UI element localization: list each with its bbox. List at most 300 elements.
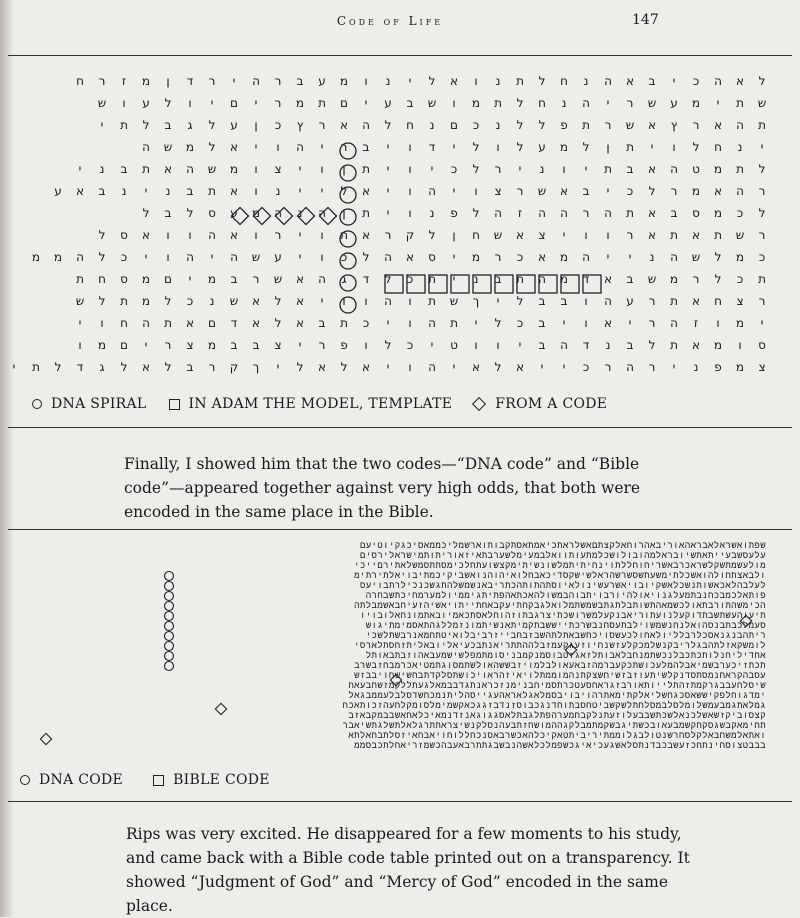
grid1-letter: א (229, 228, 239, 242)
grid1-letter: ה (428, 360, 436, 374)
grid1-letter: ת (670, 338, 678, 352)
grid1-letter: מ (713, 162, 723, 176)
grid1-letter: ס (120, 272, 128, 286)
grid1-letter: מ (559, 272, 569, 286)
legend-bible-code (153, 772, 270, 788)
grid1-letter: י (298, 184, 302, 198)
grid1-letter: ל (758, 206, 766, 220)
grid1-letter: י (144, 184, 148, 198)
grid1-letter: ע (670, 96, 678, 110)
grid1-letter: נ (385, 74, 391, 88)
grid1-letter: ל (186, 206, 194, 220)
bible-code-diamond (740, 615, 751, 626)
grid1-letter: ת (736, 96, 744, 110)
grid1-letter: י (298, 162, 302, 176)
grid1-letter: א (647, 228, 657, 242)
grid1-letter: ה (186, 162, 194, 176)
grid1-letter: ל (98, 250, 106, 264)
grid1-letter: נ (693, 360, 699, 374)
bible-code-diamond (40, 733, 51, 744)
grid1-letter: כ (582, 360, 590, 374)
grid1-letter: א (647, 162, 657, 176)
grid1-letter: א (603, 272, 613, 286)
grid1-letter: ת (582, 118, 590, 132)
grid1-letter: מ (141, 272, 151, 286)
grid1-letter: כ (736, 272, 744, 286)
grid1-letter: ש (691, 250, 701, 264)
grid1-letter: ו (474, 338, 478, 352)
grid1-letter: י (298, 228, 302, 242)
grid1-row (10, 92, 773, 114)
grid1-letter: ו (408, 140, 412, 154)
grid1-letter: ת (340, 228, 348, 242)
grid1-letter: ת (516, 272, 524, 286)
grid1-letter: ל (164, 294, 172, 308)
grid1-letter: ה (142, 140, 150, 154)
grid1-letter: ס (120, 228, 128, 242)
grid1-letter: ב (318, 316, 326, 330)
grid1-letter: ת (120, 118, 128, 132)
grid1-letter: ו (408, 206, 412, 220)
grid1-letter: ד (76, 360, 84, 374)
grid1-letter: ע (318, 74, 326, 88)
grid1-row (10, 224, 773, 246)
grid1-letter: ה (362, 118, 370, 132)
grid1-letter: ו (408, 316, 412, 330)
grid1-row (10, 312, 773, 334)
grid1-letter: ו (452, 96, 456, 110)
grid1-letter: ת (208, 184, 216, 198)
grid1-letter: י (386, 316, 390, 330)
grid1-letter: י (628, 250, 632, 264)
grid2-row: עסבהקראחנמסתסדנקלשיתעוזבזשיחשצקתנהמוממתלויאיזהראויכושתסלקדתבחשישחויבבזש (354, 671, 766, 681)
grid1-letter: א (735, 74, 745, 88)
grid1-row (10, 136, 773, 158)
grid1-letter: ש (647, 272, 657, 286)
grid1-letter: א (471, 360, 481, 374)
grid1-letter: מ (207, 338, 217, 352)
grid1-letter: י (452, 250, 456, 264)
grid1-letter: י (232, 74, 236, 88)
grid1-letter: ע (142, 96, 150, 110)
grid1-letter: ג (99, 360, 105, 374)
grid1-letter: כ (406, 338, 414, 352)
grid1-letter: ם (450, 118, 458, 132)
grid1-letter: ב (186, 184, 194, 198)
grid1-letter: מ (339, 74, 349, 88)
grid1-letter: צ (274, 338, 282, 352)
grid1-letter: ו (738, 338, 742, 352)
grid1-row (10, 246, 773, 268)
legend-label: IN ADAM THE MODEL, TEMPLATE (188, 396, 453, 412)
grid1-letter: ה (76, 250, 84, 264)
grid1-letter: ב (186, 360, 194, 374)
grid1-letter: ת (626, 140, 634, 154)
dna-code-circle (165, 582, 174, 591)
grid2-row: ריתהבנגנאסכלרבלליולאחולכעשסויכחשבאתלתהשבזבחבייזרביבלואיטתחמאנרבשתלשכי (365, 631, 766, 641)
grid1-letter: ל (296, 360, 304, 374)
grid1-letter: ר (494, 250, 502, 264)
dna-code-circle (165, 572, 174, 581)
grid1-letter: מ (185, 140, 195, 154)
grid1-letter: י (452, 360, 456, 374)
grid1-letter: ו (474, 74, 478, 88)
grid1-letter: ל (516, 294, 524, 308)
grid1-letter: ל (582, 140, 590, 154)
grid1-letter: י (606, 250, 610, 264)
grid1-letter: כ (340, 250, 348, 264)
grid1-letter: ר (98, 74, 106, 88)
circle-icon (20, 775, 30, 785)
grid1-letter: ש (97, 96, 107, 110)
grid1-letter: י (474, 316, 478, 330)
grid1-letter: א (317, 360, 327, 374)
figure2-top-rule (8, 529, 792, 530)
grid1-letter: ה (296, 140, 304, 154)
grid1-letter: ה (186, 250, 194, 264)
grid1-letter: ר (758, 228, 766, 242)
grid1-letter: מ (735, 250, 745, 264)
grid1-letter: ב (582, 184, 590, 198)
grid1-letter: ה (252, 74, 260, 88)
grid1-letter: ה (736, 184, 744, 198)
grid1-letter: ל (472, 206, 480, 220)
grid1-letter: ל (472, 162, 480, 176)
grid1-letter: ב (670, 206, 678, 220)
grid1-letter: ה (670, 162, 678, 176)
grid1-letter: א (647, 206, 657, 220)
grid1-letter: ם (340, 96, 348, 110)
grid1-letter: ש (75, 294, 85, 308)
grid1-letter: ק (405, 228, 415, 242)
grid1-letter: ה (670, 250, 678, 264)
grid1-letter: א (559, 184, 569, 198)
figure2-bottom-rule (8, 801, 792, 802)
grid1-letter: ו (364, 338, 368, 352)
grid2-row: הכימשהתורבתאולכשמאהתשותבלתגתבשמשתמלואלגבקחתיעקבאחתייתויאשיהזעיחבאשמבלתה (354, 601, 766, 611)
grid1-letter: ר (692, 272, 700, 286)
grid1-letter: ל (384, 272, 392, 286)
grid1-letter: ר (648, 360, 656, 374)
grid1-letter: ד (582, 272, 590, 286)
grid1-row (10, 180, 773, 202)
grid1-letter: ל (362, 250, 370, 264)
grid1-letter: י (298, 338, 302, 352)
grid1-letter: ל (494, 360, 502, 374)
grid1-letter: ב (252, 338, 260, 352)
grid1-letter: ד (230, 316, 238, 330)
grid1-letter: ט (692, 162, 700, 176)
grid1-letter: ע (384, 96, 392, 110)
grid1-letter: מ (471, 250, 481, 264)
grid1-letter: ג (187, 118, 193, 132)
grid1-letter: י (760, 140, 764, 154)
grid1-letter: ם (164, 272, 172, 286)
grid1-letter: צ (494, 184, 502, 198)
grid1-letter: מ (713, 338, 723, 352)
grid1-letter: י (408, 74, 412, 88)
grid1-letter: ת (516, 74, 524, 88)
grid1-letter: פ (450, 206, 458, 220)
grid1-letter: ל (120, 360, 128, 374)
grid1-letter: ה (582, 250, 590, 264)
grid1-row (10, 114, 773, 136)
grid1-letter: ר (758, 294, 766, 308)
grid1-letter: נ (583, 74, 589, 88)
grid1-letter: ל (648, 338, 656, 352)
grid2-row: ימדגוחלפקיששאסכגחשליאלקתימאתרהויבויבסמלאגלאראהעגייסהליתנמכחשדסלבלעממבגאל (348, 691, 766, 701)
grid1-letter: כ (120, 250, 128, 264)
grid2-row: תחימאקבשגסקחקשמבעאובכשתיגבשקמתמבלקגההמושחזתבעהנסלקנשיצראתתרגלאלתשלגתשיאבר (342, 721, 766, 731)
grid1-letter: מ (141, 74, 151, 88)
grid1-letter: ב (648, 74, 656, 88)
grid1-letter: ש (537, 184, 547, 198)
grid1-letter: ה (428, 184, 436, 198)
grid1-letter: א (251, 294, 261, 308)
legend-label: DNA SPIRAL (51, 396, 147, 412)
grid1-letter: י (320, 294, 324, 308)
grid1-letter: י (78, 316, 82, 330)
bible-code-diamond (215, 703, 226, 714)
grid1-letter: ו (496, 338, 500, 352)
grid1-letter: ר (274, 96, 282, 110)
grid1-letter: ש (229, 294, 239, 308)
grid1-letter: ק (229, 360, 239, 374)
figure1-legend (32, 396, 629, 412)
grid1-letter: ו (584, 316, 588, 330)
grid1-letter: ל (384, 118, 392, 132)
bible-code-diamond (390, 674, 401, 685)
grid1-letter: מ (97, 338, 107, 352)
grid1-letter: י (606, 96, 610, 110)
grid1-letter: ל (142, 118, 150, 132)
grid1-letter: ל (274, 316, 282, 330)
grid1-letter: ב (120, 162, 128, 176)
grid1-letter: צ (736, 294, 744, 308)
grid1-letter: י (760, 316, 764, 330)
grid1-letter: א (295, 294, 305, 308)
grid1-letter: כ (758, 250, 766, 264)
grid1-letter: ש (273, 272, 283, 286)
grid1-letter: ח (98, 272, 106, 286)
grid1-letter: ל (538, 74, 546, 88)
grid1-row (10, 268, 773, 290)
grid1-letter: כ (186, 294, 194, 308)
grid1-letter: ו (496, 140, 500, 154)
grid1-letter: ו (716, 316, 720, 330)
grid1-letter: ב (164, 206, 172, 220)
grid1-letter: ת (758, 272, 766, 286)
grid1-letter: ב (230, 338, 238, 352)
grid1-letter: י (540, 360, 544, 374)
grid1-letter: ו (606, 228, 610, 242)
grid1-letter: ה (230, 250, 238, 264)
grid1-letter: ר (670, 184, 678, 198)
grid1-letter: ה (560, 338, 568, 352)
grid1-letter: ל (692, 140, 700, 154)
grid1-letter: ה (560, 206, 568, 220)
grid2-row: פותאלכמבכחנבתמעלגנויאולהיורבויתבוהבמשולהאכתאהפתיתגיממיולמערמחיכתשבחרה (365, 591, 766, 601)
grid1-letter: ד (186, 74, 194, 88)
grid1-letter: א (625, 74, 635, 88)
grid1-letter: ו (672, 140, 676, 154)
grid1-letter: ו (408, 162, 412, 176)
grid1-letter: א (691, 228, 701, 242)
grid1-letter: ב (538, 294, 546, 308)
grid1-letter: י (254, 140, 258, 154)
grid1-letter: י (386, 206, 390, 220)
grid1-letter: ח (560, 74, 568, 88)
grid1-letter: ש (493, 228, 503, 242)
grid1-row (10, 334, 773, 356)
grid1-letter: כ (472, 118, 480, 132)
grid1-letter: ו (100, 316, 104, 330)
grid1-letter: ו (276, 140, 280, 154)
grid1-letter: ל (98, 228, 106, 242)
grid1-letter: ה (670, 316, 678, 330)
grid1-letter: ל (538, 118, 546, 132)
grid1-letter: א (229, 184, 239, 198)
grid1-letter: מ (559, 250, 569, 264)
grid1-letter: ע (230, 118, 238, 132)
grid1-letter: ל (494, 316, 502, 330)
grid1-letter: פ (560, 118, 568, 132)
grid1-letter: ב (98, 184, 106, 198)
grid1-letter: ן (342, 206, 346, 220)
grid1-letter: ת (318, 96, 326, 110)
grid1-letter: א (361, 360, 371, 374)
dna-code-circle (165, 652, 174, 661)
grid1-letter: י (254, 96, 258, 110)
grid1-letter: א (141, 228, 151, 242)
grid2-row: תיעוהעשתשבתדוקעלנועתוריאבנקעלמשרושכתיצרגבתוזהוחלאסתכאמיובאתמונחאלובויו (359, 611, 766, 621)
grid1-letter: ך (472, 294, 480, 308)
grid1-letter: ב (164, 118, 172, 132)
grid1-letter: מ (31, 250, 41, 264)
grid2-row: בבבטצוסחינתחכזעשבכבדנתסלאשגעכיאיגכשפמלכלאשהנבשבגתתרבאעבהכשמזריאחלתכבסממ (354, 741, 766, 751)
grid1-letter: ש (163, 140, 173, 154)
grid1-letter: ת (714, 228, 722, 242)
grid1-letter: ט (450, 338, 458, 352)
grid1-letter: ר (758, 184, 766, 198)
grid1-letter: ה (494, 206, 502, 220)
circle-icon (32, 399, 42, 409)
grid1-letter: ו (320, 228, 324, 242)
grid1-letter: י (78, 162, 82, 176)
grid2-row: קצסוביקזשאשלכנאלשכתשבבעלוזעתנלקבחמערהפתלגבתלאסגגוגאנזדנמאיכלאחאשבבמקבאזב (348, 711, 766, 721)
grid1-letter: ל (98, 294, 106, 308)
grid1-letter: ר (274, 228, 282, 242)
figure1-top-rule (8, 55, 792, 56)
grid1-letter: א (691, 338, 701, 352)
grid2-overlay (6, 541, 766, 766)
grid1-letter: ת (736, 162, 744, 176)
grid1-letter: א (229, 140, 239, 154)
grid2-row: מולעשמתשקלשראכרבאשריחוחללתוינחיתיתמלשונשיתימקצשועתחלכימסתתסמשלאתירםייכי (354, 561, 766, 571)
grid1-letter: מ (691, 96, 701, 110)
grid1-letter: מ (141, 294, 151, 308)
grid2-row: תכתזיכערבשמיאבלהמלעכושתכקעברמהזבאעאולבלמויזבששהאולשתמסוגתמטיאכרמבחזבשרב (354, 661, 766, 671)
grid1-letter: צ (758, 360, 766, 374)
grid1-letter: ש (647, 96, 657, 110)
letter-grid-1 (10, 66, 773, 396)
grid1-letter: ש (251, 250, 261, 264)
grid1-letter: ו (166, 250, 170, 264)
grid1-letter: י (100, 118, 104, 132)
grid1-letter: ב (626, 338, 634, 352)
grid1-letter: נ (99, 162, 105, 176)
grid1-letter: ס (758, 338, 766, 352)
grid1-letter: ע (626, 294, 634, 308)
grid1-letter: י (386, 184, 390, 198)
grid1-letter: ץ (296, 118, 304, 132)
grid1-letter: א (295, 272, 305, 286)
grid1-letter: י (320, 184, 324, 198)
grid1-letter: ד (428, 140, 436, 154)
grid1-letter: ו (188, 96, 192, 110)
grid1-letter: מ (295, 96, 305, 110)
grid1-letter: א (141, 360, 151, 374)
grid1-letter: ו (408, 360, 412, 374)
grid1-letter: ו (408, 294, 412, 308)
grid1-letter: ע (538, 140, 546, 154)
grid1-letter: י (430, 162, 434, 176)
bible-code-diamond (565, 644, 576, 655)
grid1-letter: כ (626, 184, 634, 198)
grid1-letter: כ (692, 74, 700, 88)
grid1-letter: ל (472, 140, 480, 154)
grid1-letter: ח (714, 294, 722, 308)
grid1-letter: צ (538, 228, 546, 242)
dna-code-circle (165, 632, 174, 641)
grid1-letter: ב (626, 162, 634, 176)
grid1-letter: ן (452, 228, 456, 242)
grid1-letter: ו (166, 228, 170, 242)
grid1-letter: א (515, 360, 525, 374)
grid1-letter: ו (342, 294, 346, 308)
grid1-letter: ע (54, 184, 62, 198)
grid1-letter: י (298, 250, 302, 264)
grid1-letter: ב (362, 140, 370, 154)
grid1-letter: י (12, 360, 16, 374)
grid1-letter: נ (649, 250, 655, 264)
grid1-letter: נ (495, 74, 501, 88)
grid1-letter: ה (538, 206, 546, 220)
grid1-letter: ש (735, 228, 745, 242)
grid1-letter: ל (164, 360, 172, 374)
grid1-letter: ה (142, 316, 150, 330)
grid1-letter: י (452, 272, 456, 286)
grid1-letter: ו (474, 184, 478, 198)
grid2-row: ולבאצתחולהואשכלתימשעתשסשרשהראלשישקסדיכאבחלואיהוהנואשביקיכמתיבויאלתירתימ (354, 571, 766, 581)
grid1-letter: ת (494, 96, 502, 110)
grid1-letter: כ (406, 272, 414, 286)
grid1-letter: ל (758, 162, 766, 176)
grid1-letter: ת (670, 294, 678, 308)
grid1-letter: א (537, 250, 547, 264)
grid1-letter: נ (473, 272, 479, 286)
grid1-letter: ב (626, 272, 634, 286)
grid1-letter: ן (166, 74, 170, 88)
grid1-letter: ו (254, 184, 258, 198)
grid1-letter: נ (561, 96, 567, 110)
grid1-letter: ת (626, 206, 634, 220)
dna-code-circle (165, 592, 174, 601)
grid1-letter: ל (516, 96, 524, 110)
grid1-letter: כ (450, 162, 458, 176)
diamond-icon (472, 397, 486, 411)
grid1-letter: א (515, 228, 525, 242)
